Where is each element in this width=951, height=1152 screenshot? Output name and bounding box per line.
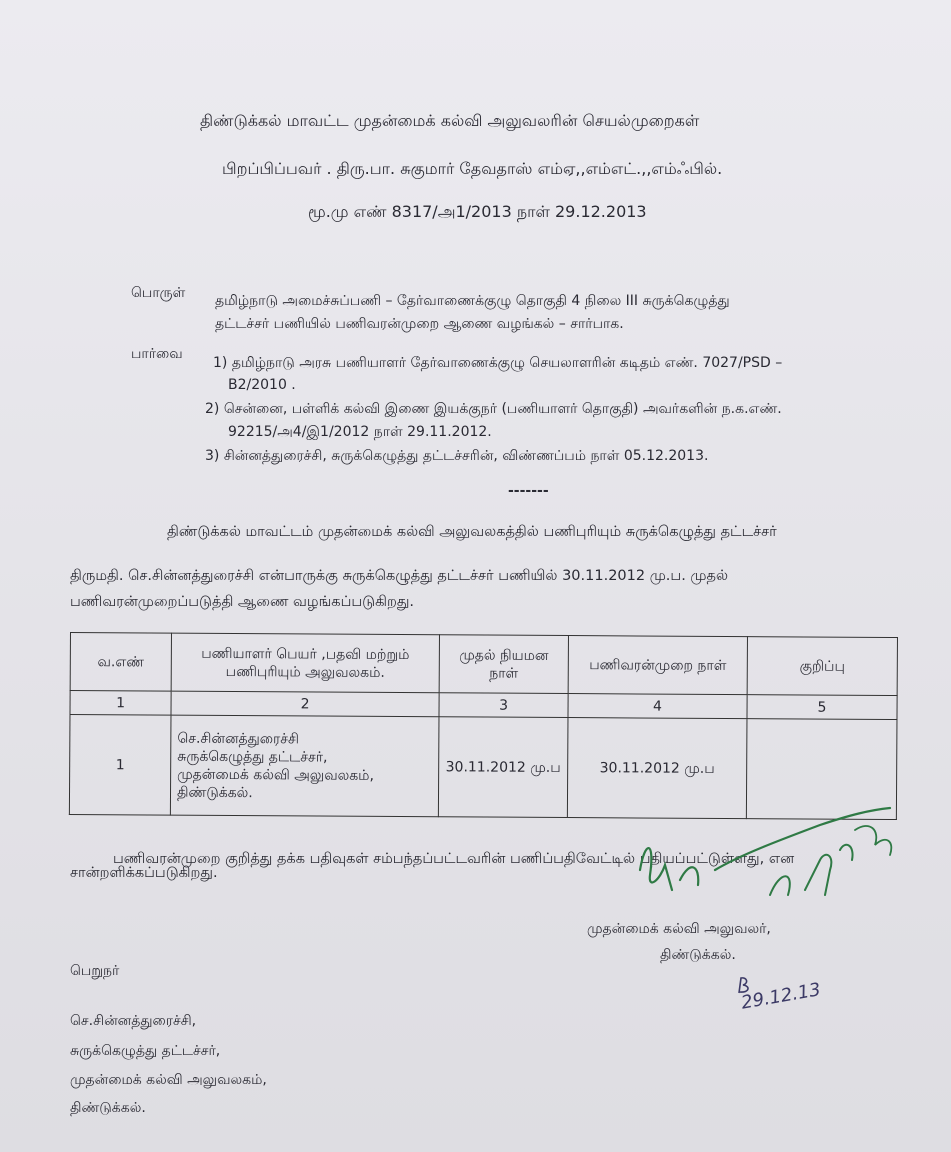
subject-line-1: தமிழ்நாடு அமைச்சுப்பணி – தேர்வாணைக்குழு தொகுதி 4 நிலை III சுருக்கெழுத்து [215,293,730,309]
body-line-2: திருமதி. செ.சின்னத்துரைச்சி என்பாருக்கு சுருக்கெழுத்து தட்டச்சர் பணியில் 30.11.2012 மு.ப. முதல் [70,568,729,584]
row-regularisation: 30.11.2012 மு.ப [567,718,747,819]
body-line-1: திண்டுக்கல் மாவட்டம் முதன்மைக் கல்வி அலுவலகத்தில் பணிபுரியும் சுருக்கெழுத்து தட்டச்சர் [167,524,777,540]
handwritten-date: 29.12.13 [739,979,823,1014]
signatory-place: திண்டுக்கல். [660,947,736,963]
table-header-row [70,633,897,696]
header-cell-first-appointment: முதல் நியமன நாள் [439,635,568,694]
reference-item: 92215/அ4/இ1/2012 நாள் 29.11.2012. [228,424,492,440]
column-number: 3 [439,693,568,718]
header-cell-sno: வ.எண் [70,633,171,692]
recipient-line: செ.சின்னத்துரைச்சி, [70,1013,197,1029]
row-employee [170,715,439,817]
reference-item: 2) சென்னை, பள்ளிக் கல்வி இணை இயக்குநர் (பணியாளர் தொகுதி) அவர்களின் ந.க.எண். [205,401,782,417]
row-sno: 1 [69,715,171,816]
divider: ------- [508,483,549,499]
employee-post: சுருக்கெழுத்து தட்டச்சர், [177,748,328,766]
column-number: 4 [568,694,747,719]
reference-item: 3) சின்னத்துரைச்சி, சுருக்கெழுத்து தட்டச்சரின், விண்ணப்பம் நாள் 05.12.2013. [205,448,709,464]
column-number: 5 [747,695,897,720]
row-first-appointment: 30.11.2012 மு.ப [438,717,568,818]
reference-label: பார்வை [131,346,183,362]
officer-signature-icon [620,800,910,910]
header-cell-remarks: குறிப்பு [747,637,897,696]
subject-line-2: தட்டச்சர் பணியில் பணிவரன்முறை ஆணை வழங்கல் – சார்பாக. [215,316,624,332]
subject-label: பொருள் [131,285,186,301]
employee-name: செ.சின்னத்துரைச்சி [177,730,300,747]
column-number: 1 [70,691,171,716]
column-number: 2 [171,691,439,717]
recipient-line: திண்டுக்கல். [70,1100,146,1116]
recipient-label: பெறுநர் [70,963,120,979]
body-line-3: பணிவரன்முறைப்படுத்தி ஆணை வழங்கப்படுகிறது. [70,594,415,610]
certification-line-1: பணிவரன்முறை குறித்து தக்க பதிவுகள் சம்பந்தப்பட்டவரின் பணிப்பதிவேட்டில் பதியப்பட்டுள்ளது, என [113,851,795,867]
recipient-line: முதன்மைக் கல்வி அலுவலகம், [70,1072,267,1088]
signatory-title: முதன்மைக் கல்வி அலுவலர், [587,921,771,937]
header-reference-number: மூ.மு எண் 8317/அ1/2013 நாள் 29.12.2013 [308,202,647,221]
reference-item: B2/2010 . [228,377,296,393]
header-issuer: பிறப்பிப்பவர் . திரு.பா. சுகுமார் தேவதாஸ் எம்ஏ,,எம்எட்.,,எம்ஃபில். [222,159,723,178]
header-cell-name: பணியாளர் பெயர் ,பதவி மற்றும் பணிபுரியும் அலுவலகம். [171,633,439,693]
certification-line-2: சான்றளிக்கப்படுகிறது. [70,865,218,881]
reference-item: 1) தமிழ்நாடு அரசு பணியாளர் தேர்வாணைக்குழு செயலாளரின் கடிதம் எண். 7027/PSD – [213,355,783,371]
regularisation-table [69,632,898,820]
header-cell-regularisation: பணிவரன்முறை நாள் [568,636,747,695]
employee-place: திண்டுக்கல். [176,784,253,801]
header-title: திண்டுக்கல் மாவட்ட முதன்மைக் கல்வி அலுவலரின் செயல்முறைகள் [200,111,700,130]
employee-office: முதன்மைக் கல்வி அலுவலகம், [177,766,374,784]
recipient-line: சுருக்கெழுத்து தட்டச்சர், [70,1043,221,1059]
